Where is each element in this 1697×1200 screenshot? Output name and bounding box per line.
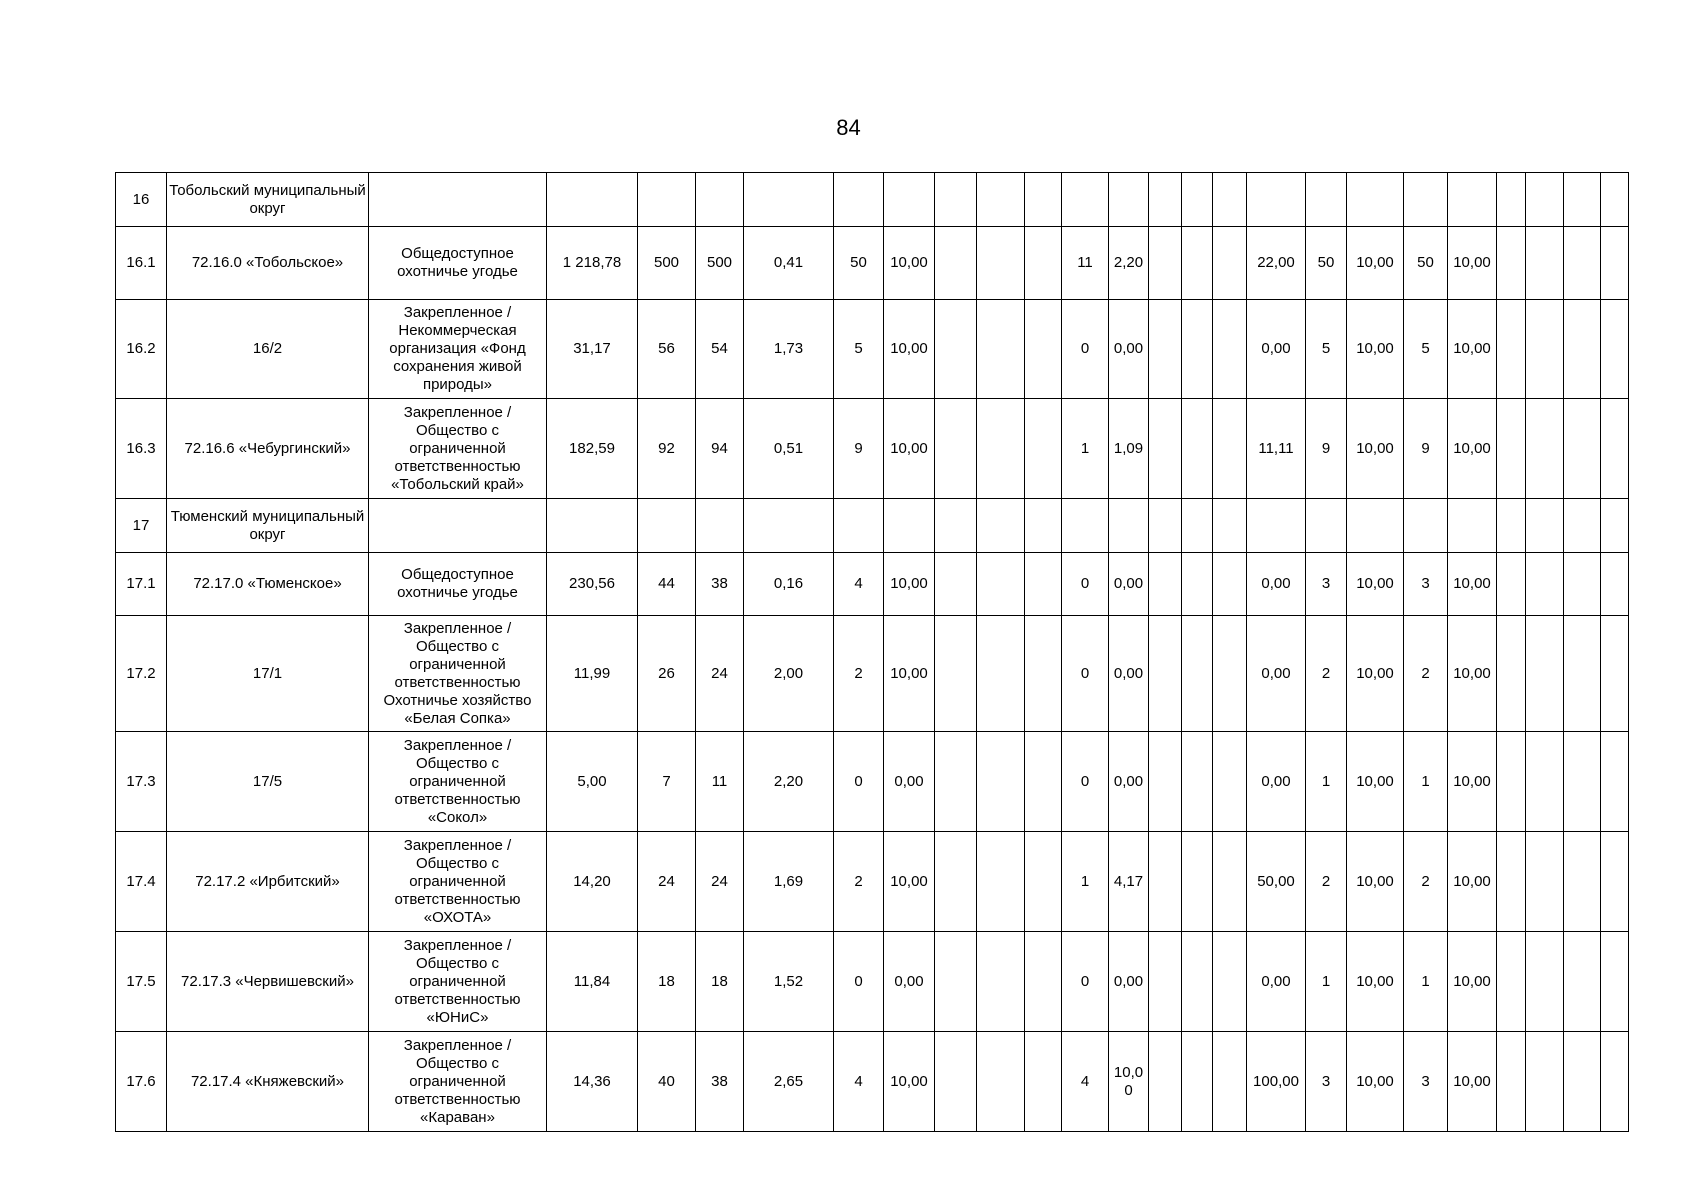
table-cell: 1	[1062, 832, 1109, 932]
table-cell	[1213, 553, 1247, 616]
table-cell	[1564, 227, 1601, 300]
table-cell: 17.6	[116, 1032, 167, 1132]
table-cell	[935, 616, 977, 732]
table-cell: 50,00	[1247, 832, 1306, 932]
table-cell	[1025, 616, 1062, 732]
table-cell: 0,00	[1109, 553, 1149, 616]
table-cell	[935, 932, 977, 1032]
table-cell	[1497, 227, 1526, 300]
table-cell: 0	[834, 732, 884, 832]
table-cell	[977, 1032, 1025, 1132]
table-cell: 0,00	[1247, 553, 1306, 616]
table-cell: 50	[1404, 227, 1448, 300]
table-cell	[1601, 732, 1629, 832]
table-cell: 4	[1062, 1032, 1109, 1132]
table-cell	[977, 399, 1025, 499]
table-cell	[1526, 732, 1564, 832]
table-cell	[1347, 173, 1404, 227]
table-cell	[884, 173, 935, 227]
table-cell	[1182, 616, 1213, 732]
table-cell: 3	[1306, 553, 1347, 616]
table-cell: 31,17	[547, 300, 638, 399]
table-row	[116, 932, 1629, 1032]
table-cell	[1601, 399, 1629, 499]
table-cell	[1149, 300, 1182, 399]
table-cell: 2,00	[744, 616, 834, 732]
table-cell	[1564, 499, 1601, 553]
table-cell: 26	[638, 616, 696, 732]
table-cell	[1526, 553, 1564, 616]
table-cell: 0	[1062, 616, 1109, 732]
table-cell: 94	[696, 399, 744, 499]
table-cell: 230,56	[547, 553, 638, 616]
table-cell: 0	[1062, 300, 1109, 399]
table-cell	[1149, 553, 1182, 616]
table-cell	[1213, 399, 1247, 499]
table-cell: 17	[116, 499, 167, 553]
table-cell	[1564, 300, 1601, 399]
table-cell	[935, 553, 977, 616]
table-cell: 1	[1306, 932, 1347, 1032]
table-cell	[1182, 499, 1213, 553]
table-cell	[1213, 173, 1247, 227]
table-cell	[935, 227, 977, 300]
table-cell: 18	[696, 932, 744, 1032]
table-cell	[1025, 553, 1062, 616]
page-number: 84	[836, 115, 861, 140]
table-cell: 0,00	[1247, 300, 1306, 399]
table-cell: 1,73	[744, 300, 834, 399]
table-cell	[1497, 499, 1526, 553]
table-cell	[1213, 300, 1247, 399]
table-cell: 17.2	[116, 616, 167, 732]
table-cell	[1404, 173, 1448, 227]
table-cell: 72.16.6 «Чебургинский»	[167, 399, 369, 499]
table-cell	[1109, 173, 1149, 227]
table-cell: 16.1	[116, 227, 167, 300]
table-cell	[935, 1032, 977, 1132]
table-cell	[1526, 1032, 1564, 1132]
table-cell	[1564, 1032, 1601, 1132]
table-cell: 72.17.2 «Ирбитский»	[167, 832, 369, 932]
table-cell: 72.16.0 «Тобольское»	[167, 227, 369, 300]
table-cell: 9	[834, 399, 884, 499]
table-cell: 10,00	[1448, 553, 1497, 616]
table-cell	[1526, 173, 1564, 227]
table-cell	[1025, 227, 1062, 300]
table-cell	[696, 499, 744, 553]
table-cell	[1564, 732, 1601, 832]
table-cell	[1149, 499, 1182, 553]
table-cell: 38	[696, 1032, 744, 1132]
table-cell: Общедоступное охотничье угодье	[369, 553, 547, 616]
table-cell	[547, 173, 638, 227]
table-row	[116, 227, 1629, 300]
table-cell	[1526, 399, 1564, 499]
table-cell	[1213, 499, 1247, 553]
table-cell: 56	[638, 300, 696, 399]
table-cell	[1025, 173, 1062, 227]
hunting-grounds-table	[115, 172, 1629, 1132]
table-cell	[1564, 399, 1601, 499]
table-cell	[1601, 1032, 1629, 1132]
table-cell	[1149, 1032, 1182, 1132]
table-cell: 17.3	[116, 732, 167, 832]
table-cell	[1526, 616, 1564, 732]
table-cell	[935, 732, 977, 832]
table-cell	[1025, 300, 1062, 399]
table-cell	[1025, 832, 1062, 932]
table-cell: 0,00	[1109, 300, 1149, 399]
table-cell	[834, 499, 884, 553]
table-cell: 16.3	[116, 399, 167, 499]
table-cell: Тюменский муниципальный округ	[167, 499, 369, 553]
table-cell: 0	[1062, 732, 1109, 832]
table-cell: 7	[638, 732, 696, 832]
table-cell: 3	[1306, 1032, 1347, 1132]
table-cell: 0,16	[744, 553, 834, 616]
table-cell	[1182, 732, 1213, 832]
table-cell: 1,09	[1109, 399, 1149, 499]
table-cell	[1149, 399, 1182, 499]
table-row	[116, 1032, 1629, 1132]
table-cell: 2	[1306, 832, 1347, 932]
table-cell: 10,00	[884, 553, 935, 616]
table-cell	[1526, 832, 1564, 932]
table-cell	[1025, 399, 1062, 499]
table-cell	[1564, 553, 1601, 616]
table-cell: 5	[1404, 300, 1448, 399]
table-cell: 0,00	[1109, 732, 1149, 832]
table-cell	[935, 173, 977, 227]
table-cell: 38	[696, 553, 744, 616]
table-cell: 10,00	[884, 227, 935, 300]
table-cell: 10,00	[1347, 300, 1404, 399]
table-cell	[834, 173, 884, 227]
table-cell	[977, 616, 1025, 732]
table-cell: 40	[638, 1032, 696, 1132]
table-cell	[977, 499, 1025, 553]
table-cell: 10,00	[884, 399, 935, 499]
table-cell: 0,00	[1247, 732, 1306, 832]
table-cell: 5,00	[547, 732, 638, 832]
table-cell: 24	[696, 616, 744, 732]
table-cell: 1	[1062, 399, 1109, 499]
table-cell: 18	[638, 932, 696, 1032]
table-cell	[638, 173, 696, 227]
table-cell: 1	[1306, 732, 1347, 832]
table-cell	[1526, 227, 1564, 300]
table-cell: 14,36	[547, 1032, 638, 1132]
table-cell	[1601, 616, 1629, 732]
table-cell	[1149, 732, 1182, 832]
table-cell	[696, 173, 744, 227]
table-cell: 9	[1306, 399, 1347, 499]
table-cell: 72.17.4 «Княжевский»	[167, 1032, 369, 1132]
table-cell: 16.2	[116, 300, 167, 399]
table-cell	[977, 227, 1025, 300]
table-cell: 10,00	[1448, 932, 1497, 1032]
table-cell	[1149, 173, 1182, 227]
table-cell: 1,69	[744, 832, 834, 932]
table-cell	[1149, 932, 1182, 1032]
table-cell: 17/1	[167, 616, 369, 732]
table-cell	[369, 499, 547, 553]
table-cell	[1062, 499, 1109, 553]
table-cell: 16	[116, 173, 167, 227]
table-cell	[1601, 300, 1629, 399]
table-cell: 11,99	[547, 616, 638, 732]
table-cell: 11	[696, 732, 744, 832]
table-cell	[977, 553, 1025, 616]
table-cell: 3	[1404, 553, 1448, 616]
table-cell: 1,52	[744, 932, 834, 1032]
table-cell: 10,00	[1347, 227, 1404, 300]
table-cell: 0	[834, 932, 884, 1032]
table-cell	[1564, 832, 1601, 932]
table-cell	[1448, 499, 1497, 553]
table-cell: 0,00	[884, 732, 935, 832]
table-cell	[1526, 932, 1564, 1032]
table-cell: 44	[638, 553, 696, 616]
table-cell	[1601, 173, 1629, 227]
table-row	[116, 173, 1629, 227]
table-cell: 1	[1404, 932, 1448, 1032]
table-cell	[1213, 732, 1247, 832]
table-cell: 5	[1306, 300, 1347, 399]
table-cell: 2,65	[744, 1032, 834, 1132]
table-cell: 500	[696, 227, 744, 300]
table-cell: 24	[638, 832, 696, 932]
table-cell	[977, 732, 1025, 832]
table-cell	[1564, 932, 1601, 1032]
table-row	[116, 499, 1629, 553]
table-cell: Закрепленное / Общество с ограниченной ответственностью «Тобольский край»	[369, 399, 547, 499]
table-cell	[1247, 499, 1306, 553]
table-cell	[977, 932, 1025, 1032]
table-cell	[1182, 932, 1213, 1032]
table-cell: 4	[834, 553, 884, 616]
table-cell: 10,00	[1347, 732, 1404, 832]
table-cell	[744, 173, 834, 227]
table-cell	[1182, 399, 1213, 499]
table-cell: 10,00	[1448, 399, 1497, 499]
table-cell	[935, 399, 977, 499]
table-cell: 11	[1062, 227, 1109, 300]
table-cell: 2	[834, 832, 884, 932]
table-cell: 24	[696, 832, 744, 932]
table-cell	[1497, 399, 1526, 499]
table-cell: 10,00	[1448, 227, 1497, 300]
table-cell: 10,00	[1347, 553, 1404, 616]
table-cell: 14,20	[547, 832, 638, 932]
table-cell: 2	[1306, 616, 1347, 732]
table-cell: Закрепленное / Общество с ограниченной ответственностью «ОХОТА»	[369, 832, 547, 932]
table-cell	[1564, 173, 1601, 227]
table-cell: 100,00	[1247, 1032, 1306, 1132]
table-cell: 0,51	[744, 399, 834, 499]
table-cell	[369, 173, 547, 227]
table-cell	[1149, 227, 1182, 300]
table-cell: 0,00	[1109, 932, 1149, 1032]
table-cell	[1213, 832, 1247, 932]
table-cell: 10,00	[1347, 832, 1404, 932]
table-cell: 10,00	[1109, 1032, 1149, 1132]
table-cell	[1497, 932, 1526, 1032]
table-cell: 10,00	[884, 1032, 935, 1132]
table-cell	[744, 499, 834, 553]
table-cell	[638, 499, 696, 553]
table-cell	[1497, 553, 1526, 616]
table-cell	[1149, 832, 1182, 932]
table-row	[116, 553, 1629, 616]
table-cell	[935, 300, 977, 399]
table-cell: 10,00	[1448, 300, 1497, 399]
table-cell	[1182, 227, 1213, 300]
table-cell	[1247, 173, 1306, 227]
table-cell: 10,00	[1347, 1032, 1404, 1132]
table-cell	[1497, 616, 1526, 732]
table-cell	[1497, 732, 1526, 832]
table-cell: 10,00	[1347, 399, 1404, 499]
table-cell: Закрепленное / Некоммерческая организация «Фонд сохранения живой природы»	[369, 300, 547, 399]
table-cell: 5	[834, 300, 884, 399]
table-cell	[1149, 616, 1182, 732]
table-cell: 11,11	[1247, 399, 1306, 499]
table-cell: Закрепленное / Общество с ограниченной ответственностью «Караван»	[369, 1032, 547, 1132]
table-cell: 2,20	[1109, 227, 1149, 300]
table-row	[116, 300, 1629, 399]
table-cell	[1526, 499, 1564, 553]
table-cell	[1182, 300, 1213, 399]
table-cell	[884, 499, 935, 553]
table-cell	[1526, 300, 1564, 399]
table-cell: 0,00	[1247, 932, 1306, 1032]
table-cell	[1213, 932, 1247, 1032]
table-cell: 22,00	[1247, 227, 1306, 300]
table-cell: 17.1	[116, 553, 167, 616]
table-cell: 2,20	[744, 732, 834, 832]
table-cell: 9	[1404, 399, 1448, 499]
table-cell: 2	[1404, 616, 1448, 732]
table-cell: 10,00	[1448, 1032, 1497, 1132]
table-cell: Закрепленное / Общество с ограниченной ответственностью «Сокол»	[369, 732, 547, 832]
table-row	[116, 399, 1629, 499]
table-cell	[1213, 616, 1247, 732]
table-cell	[1497, 300, 1526, 399]
table-cell: 0,00	[884, 932, 935, 1032]
table-cell: 1 218,78	[547, 227, 638, 300]
table-cell	[1601, 932, 1629, 1032]
table-cell: 0,00	[1247, 616, 1306, 732]
table-cell: 0	[1062, 553, 1109, 616]
table-cell	[935, 832, 977, 932]
table-cell: 10,00	[1347, 616, 1404, 732]
table-cell: 92	[638, 399, 696, 499]
table-cell	[1497, 832, 1526, 932]
table-cell	[1601, 499, 1629, 553]
table-cell	[1601, 553, 1629, 616]
table-cell	[1213, 1032, 1247, 1132]
table-cell	[1025, 1032, 1062, 1132]
table-cell: 72.17.0 «Тюменское»	[167, 553, 369, 616]
table-cell: 17.4	[116, 832, 167, 932]
table-cell	[1306, 173, 1347, 227]
table-cell: 10,00	[884, 300, 935, 399]
table-row	[116, 732, 1629, 832]
table-cell: 10,00	[1448, 616, 1497, 732]
table-cell: 10,00	[1448, 732, 1497, 832]
table-cell: 10,00	[884, 616, 935, 732]
table-cell	[1025, 732, 1062, 832]
table-cell: 11,84	[547, 932, 638, 1032]
table-cell: 10,00	[884, 832, 935, 932]
table-cell: Тобольский муниципальный округ	[167, 173, 369, 227]
table-cell: 50	[834, 227, 884, 300]
table-cell	[1497, 173, 1526, 227]
table-cell	[1564, 616, 1601, 732]
table-cell: 4	[834, 1032, 884, 1132]
table-cell: 0,41	[744, 227, 834, 300]
table-cell: 10,00	[1347, 932, 1404, 1032]
table-cell: 2	[1404, 832, 1448, 932]
table-row	[116, 616, 1629, 732]
table-cell	[935, 499, 977, 553]
table-cell: 2	[834, 616, 884, 732]
table-cell	[547, 499, 638, 553]
table-cell	[977, 832, 1025, 932]
table-cell	[977, 300, 1025, 399]
table-cell: 17/5	[167, 732, 369, 832]
table-cell	[1025, 932, 1062, 1032]
table-cell: 54	[696, 300, 744, 399]
table-cell	[1182, 173, 1213, 227]
table-cell	[977, 173, 1025, 227]
table-cell: 17.5	[116, 932, 167, 1032]
table-cell: 500	[638, 227, 696, 300]
table-cell	[1601, 832, 1629, 932]
table-cell	[1448, 173, 1497, 227]
table-cell: 10,00	[1448, 832, 1497, 932]
table-cell: 0,00	[1109, 616, 1149, 732]
table-cell	[1182, 1032, 1213, 1132]
table-cell: 16/2	[167, 300, 369, 399]
table-cell	[1025, 499, 1062, 553]
table-cell: 72.17.3 «Червишевский»	[167, 932, 369, 1032]
table-cell	[1497, 1032, 1526, 1132]
table-cell	[1347, 499, 1404, 553]
table-cell: 1	[1404, 732, 1448, 832]
table-cell	[1404, 499, 1448, 553]
table-cell: Общедоступное охотничье угодье	[369, 227, 547, 300]
table-cell	[1062, 173, 1109, 227]
table-cell: 0	[1062, 932, 1109, 1032]
table-cell	[1306, 499, 1347, 553]
table-cell	[1213, 227, 1247, 300]
table-cell	[1601, 227, 1629, 300]
table-cell: 50	[1306, 227, 1347, 300]
table-cell	[1109, 499, 1149, 553]
table-cell: 3	[1404, 1032, 1448, 1132]
table-cell: 4,17	[1109, 832, 1149, 932]
table-cell: Закрепленное / Общество с ограниченной ответственностью «ЮНиС»	[369, 932, 547, 1032]
table-row	[116, 832, 1629, 932]
table-cell: Закрепленное / Общество с ограниченной ответственностью Охотничье хозяйство «Белая Сопка»	[369, 616, 547, 732]
table-cell	[1182, 553, 1213, 616]
table-cell	[1182, 832, 1213, 932]
table-cell: 182,59	[547, 399, 638, 499]
